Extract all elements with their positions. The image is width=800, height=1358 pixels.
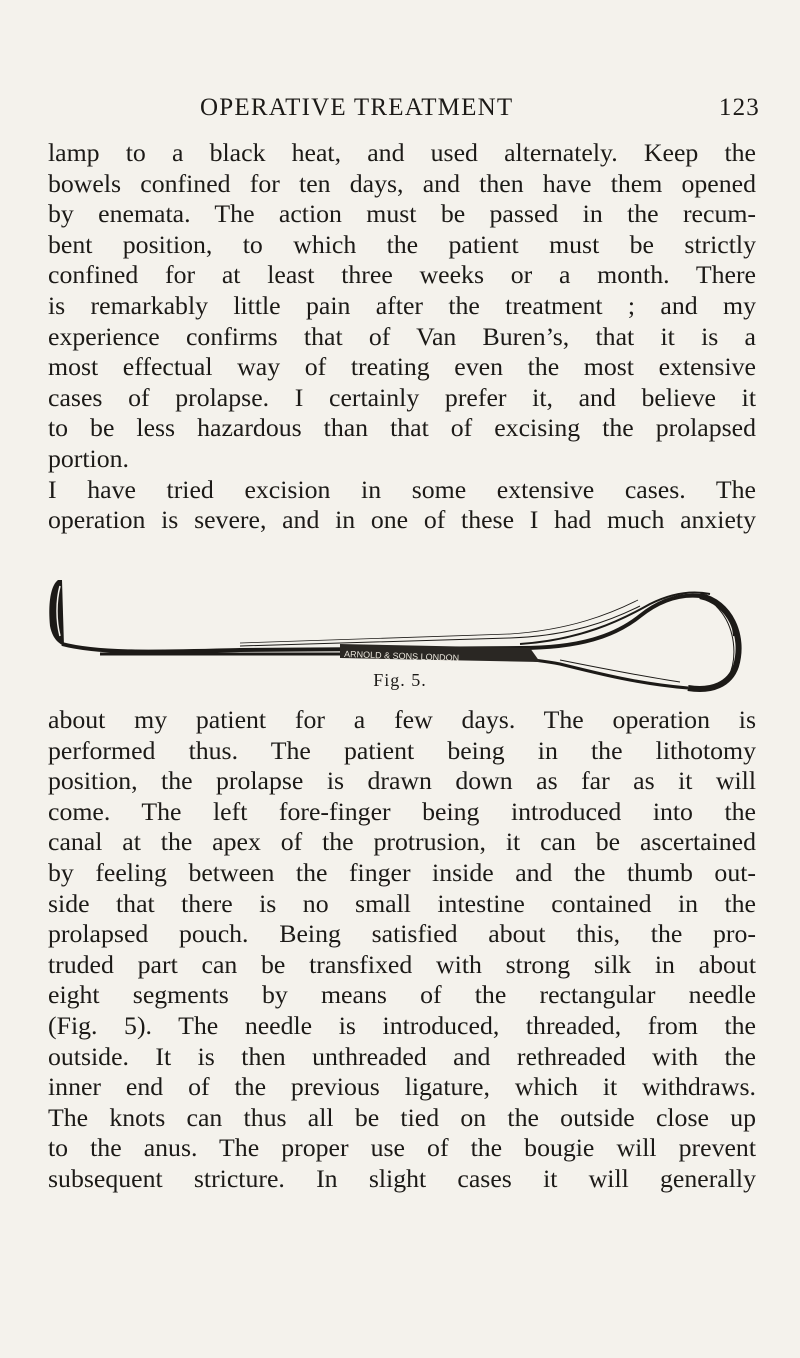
text-line: bowels confined for ten days, and then have them opened [48,168,756,198]
text-line: truded part can be transfixed with strong silk in about [48,949,756,979]
text-line: to be less hazardous than that of excising the prolapsed [48,413,756,443]
text-line: bent position, to which the patient must be strictly [48,229,756,259]
text-line: position, the prolapse is drawn down as far as it will [48,766,756,796]
text-line: inner end of the previous ligature, which it withdraws. [48,1072,756,1102]
text-line: by feeling between the finger inside and the thumb out- [48,857,756,887]
text-line: lamp to a black heat, and used alternately. Keep the [48,138,756,167]
text-line: portion. [48,443,129,473]
needle-shaft-upper [62,596,735,652]
text-line: operation is severe, and in one of these I had much anxiety [48,505,756,535]
paragraph-1 [48,138,756,536]
text-line: about my patient for a few days. The operation is [48,705,756,734]
text-line: is remarkably little pain after the treatment ; and my [48,290,756,320]
text-line: (Fig. 5). The needle is introduced, threaded, from the [48,1010,756,1040]
text-line: The knots can thus all be tied on the outside close up [48,1102,756,1132]
maker-mark: ARNOLD & SONS LONDON [343,649,460,664]
text-line: cases of prolapse. I certainly prefer it, and believe it [48,382,756,412]
figure-caption: Fig. 5. [373,670,427,690]
text-line: subsequent stricture. In slight cases it will generally [48,1163,756,1193]
text-line: to the anus. The proper use of the bougie will prevent [48,1133,756,1163]
running-head [200,94,760,124]
paragraph-2 [48,705,756,1195]
text-line: prolapsed pouch. Being satisfied about this, the pro- [48,919,756,949]
page-number: 123 [718,94,760,121]
text-line: come. The left fore-finger being introduced into the [48,796,756,826]
text-line: canal at the apex of the protrusion, it can be ascertained [48,827,756,857]
chapter-title: OPERATIVE TREATMENT [200,94,514,121]
text-line: performed thus. The patient being in the lithotomy [48,735,756,765]
text-line: side that there is no small intestine contained in the [48,888,756,918]
text-line: most effectual way of treating even the most extensive [48,352,756,382]
text-line: I have tried excision in some extensive cases. The [48,474,756,504]
text-line: by enemata. The action must be passed in the recum- [48,199,756,229]
text-line: confined for at least three weeks or a month. There [48,260,756,290]
text-line: experience confirms that of Van Buren’s, that it is a [48,321,756,351]
text-line: eight segments by means of the rectangular needle [48,980,756,1010]
text-line: outside. It is then unthreaded and rethreaded with the [48,1041,756,1071]
